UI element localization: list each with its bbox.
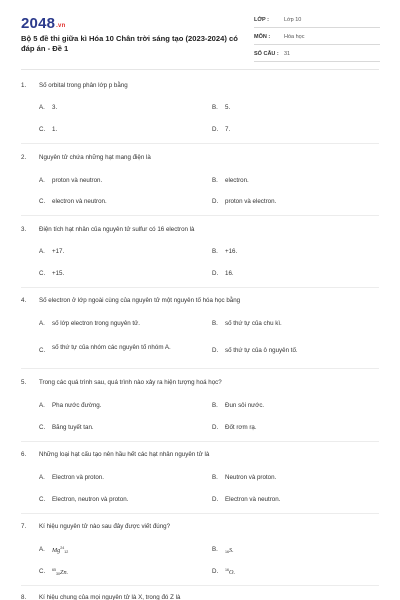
option-letter: B.	[212, 248, 218, 255]
question-text: Những loại hạt cấu tạo nên hầu hết các hạt nhân nguyên tử là	[39, 451, 210, 458]
option-letter: A.	[39, 177, 45, 184]
option-formula: $Mg^{24}_{12}$	[52, 546, 69, 554]
question-number: 8.	[21, 594, 27, 600]
meta-label: MÔN :	[254, 34, 271, 40]
option-text: +17.	[52, 248, 65, 255]
option-letter: D.	[212, 424, 219, 431]
question-text: Trong các quá trình sau, quá trình nào xảy ra hiện tượng hoá học?	[39, 379, 222, 386]
option-text: +15.	[52, 270, 65, 277]
option-text: electron.	[225, 177, 249, 184]
option-text: +16.	[225, 248, 238, 255]
option-letter: C.	[39, 424, 46, 431]
option-text: 1.	[52, 126, 58, 133]
option-text: Pha nước đường.	[52, 402, 102, 409]
question-divider	[21, 287, 379, 288]
question-number: 7.	[21, 523, 27, 530]
option-letter: A.	[39, 474, 45, 481]
option-text: Đốt rơm rạ.	[225, 424, 257, 431]
option-text: Băng tuyết tan.	[52, 424, 94, 431]
question-text: Điện tích hạt nhân của nguyên tử sulfur có 16 electron là	[39, 226, 195, 233]
option-text: số thứ tự của ô nguyên tố.	[225, 347, 298, 354]
option-text: 3.	[52, 104, 58, 111]
option-letter: C.	[39, 347, 46, 354]
option-letter: C.	[39, 126, 46, 133]
option-letter: B.	[212, 320, 218, 327]
option-formula: $^{16}$O.	[225, 568, 236, 576]
question-divider	[21, 441, 379, 442]
meta-value: 31	[284, 51, 291, 57]
meta-row-count	[254, 49, 380, 62]
option-text: 5.	[225, 104, 231, 111]
option-text: Electron, neutron và proton.	[52, 496, 129, 503]
option-text: proton và neutron.	[52, 177, 103, 184]
option-text: Electron và neutron.	[225, 496, 281, 503]
option-letter: C.	[39, 270, 46, 277]
option-letter: B.	[212, 474, 218, 481]
option-letter: B.	[212, 546, 218, 553]
option-formula: $^{65}_{30}$Zn.	[52, 568, 69, 576]
question-number: 6.	[21, 451, 27, 458]
option-letter: D.	[212, 568, 219, 575]
question-number: 5.	[21, 379, 27, 386]
option-letter: A.	[39, 546, 45, 553]
question-text: Số orbital trong phân lớp p bằng	[39, 82, 128, 89]
option-text: số thứ tự của nhóm các nguyên tố nhóm A.	[52, 344, 171, 351]
question-text: Kí hiệu chung của mọi nguyên tử là X, trong đó Z là	[39, 594, 181, 600]
option-letter: B.	[212, 402, 218, 409]
option-text: 16.	[225, 270, 234, 277]
question-number: 3.	[21, 226, 27, 233]
option-letter: B.	[212, 104, 218, 111]
option-letter: D.	[212, 496, 219, 503]
option-letter: A.	[39, 402, 45, 409]
option-letter: C.	[39, 496, 46, 503]
option-letter: A.	[39, 248, 45, 255]
question-divider	[21, 215, 379, 216]
option-letter: C.	[39, 568, 46, 575]
header-divider	[21, 69, 379, 70]
exam-title: Bộ 5 đề thi giữa kì Hóa 10 Chân trời sáng tạo (2023-2024) có đáp án - Đề 1	[21, 34, 238, 53]
question-divider	[21, 143, 379, 144]
option-text: số lớp electron trong nguyên tử.	[52, 320, 140, 327]
meta-row-class	[254, 15, 380, 28]
option-letter: A.	[39, 320, 45, 327]
option-text: Electron và proton.	[52, 474, 104, 481]
option-text: Neutron và proton.	[225, 474, 277, 481]
option-text: proton và electron.	[225, 198, 277, 205]
option-text: số thứ tự của chu kì.	[225, 320, 282, 327]
option-letter: D.	[212, 198, 219, 205]
question-divider	[21, 513, 379, 514]
question-divider	[21, 585, 379, 586]
meta-label: LỚP :	[254, 17, 269, 23]
meta-row-subject	[254, 32, 380, 45]
document-header	[0, 0, 400, 66]
option-letter: D.	[212, 270, 219, 277]
meta-label: SỐ CÂU :	[254, 51, 279, 57]
meta-value: Lớp 10	[284, 17, 302, 23]
question-number: 2.	[21, 154, 27, 161]
question-number: 1.	[21, 82, 27, 89]
question-divider	[21, 368, 379, 369]
option-text: 7.	[225, 126, 231, 133]
site-logo[interactable]: 2048.vn	[21, 15, 66, 32]
option-text: Đun sôi nước.	[225, 402, 265, 409]
option-letter: A.	[39, 104, 45, 111]
question-text: Số electron ở lớp ngoài cùng của nguyên tử một nguyên tố hóa học bằng	[39, 297, 241, 304]
question-number: 4.	[21, 297, 27, 304]
option-letter: C.	[39, 198, 46, 205]
option-letter: D.	[212, 126, 219, 133]
meta-value: Hóa học	[284, 34, 305, 40]
option-letter: D.	[212, 347, 219, 354]
question-text: Kí hiệu nguyên tử nào sau đây được viết đúng?	[39, 523, 171, 530]
option-formula: $_{16}$S.	[225, 547, 234, 554]
option-letter: B.	[212, 177, 218, 184]
option-text: electron và neutron.	[52, 198, 107, 205]
question-text: Nguyên tử chứa những hạt mang điện là	[39, 154, 151, 161]
